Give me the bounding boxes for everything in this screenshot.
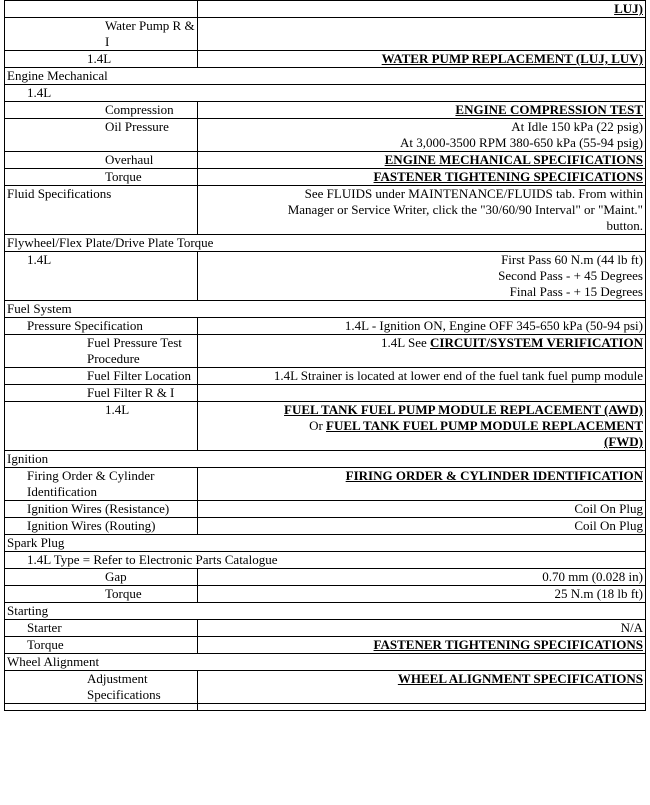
row-value-cell [198,671,646,704]
row-label: Adjustment Specifications [87,671,161,702]
row-label: Water Pump R & I [105,18,195,49]
table-row [5,603,646,620]
row-value-cell [198,620,646,637]
table-row [5,451,646,468]
value-text: 1.4L Strainer is located at lower end of the fuel tank fuel pump module [273,368,643,383]
value-line [200,202,643,218]
row-label-cell [5,169,198,186]
row-label: Pressure Specification [27,318,143,333]
spec-link[interactable]: CIRCUIT/SYSTEM VERIFICATION [430,335,643,350]
value-text: N/A [620,620,643,635]
value-line [200,102,643,118]
row-label-cell [5,569,198,586]
value-line [200,218,643,234]
row-label-cell [5,402,198,451]
row-label: Fuel Pressure Test Procedure [87,335,182,366]
value-text: Or [309,418,327,433]
value-line [200,335,643,351]
table-row [5,119,646,152]
value-text: Coil On Plug [574,501,643,516]
row-label: Flywheel/Flex Plate/Drive Plate Torque [7,235,214,250]
row-label-cell [5,102,198,119]
row-label-cell [5,335,198,368]
table-row [5,235,646,252]
row-label-cell [5,586,198,603]
row-label-cell [5,552,646,569]
table-row [5,620,646,637]
row-label-cell [5,518,198,535]
table-row [5,18,646,51]
value-line [200,620,643,636]
row-label-cell [5,51,198,68]
table-row [5,468,646,501]
spec-link[interactable]: ENGINE MECHANICAL SPECIFICATIONS [384,152,643,167]
table-row [5,51,646,68]
table-row [5,569,646,586]
row-value-cell [198,637,646,654]
row-label-cell [5,186,198,235]
row-label: Ignition Wires (Routing) [27,518,156,533]
table-row [5,586,646,603]
table-row [5,637,646,654]
row-label-cell [5,152,198,169]
row-label: Oil Pressure [105,119,169,134]
table-row [5,102,646,119]
row-value-cell [198,586,646,603]
value-line [200,268,643,284]
value-line [200,368,643,384]
value-text: First Pass 60 N.m (44 lb ft) [501,252,643,267]
value-line [200,152,643,168]
row-label-cell [5,704,198,711]
table-row [5,535,646,552]
row-label-cell [5,654,646,671]
value-line [200,569,643,585]
table-row [5,368,646,385]
table-row [5,152,646,169]
value-text: button. [606,218,643,233]
value-text: Final Pass - + 15 Degrees [509,284,643,299]
spec-link[interactable]: WATER PUMP REPLACEMENT (LUJ, LUV) [381,51,643,66]
table-row [5,186,646,235]
row-label: Starting [7,603,49,618]
row-label: Engine Mechanical [7,68,108,83]
row-label-cell [5,85,646,102]
value-text: Coil On Plug [574,518,643,533]
value-text: 0.70 mm (0.028 in) [542,569,643,584]
row-value-cell [198,252,646,301]
row-label-cell [5,235,646,252]
spec-link[interactable]: FUEL TANK FUEL PUMP MODULE REPLACEMENT [326,418,643,433]
value-line [200,51,643,67]
row-value-cell [198,402,646,451]
value-text: 25 N.m (18 lb ft) [554,586,643,601]
row-value-cell [198,518,646,535]
row-label: Ignition [7,451,49,466]
value-line [200,434,643,450]
row-label: Ignition Wires (Resistance) [27,501,170,516]
row-value-cell [198,1,646,18]
value-text: Second Pass - + 45 Degrees [498,268,643,283]
row-label: Fuel Filter Location [87,368,191,383]
row-label-cell [5,535,646,552]
table-row-continuation [5,704,646,711]
value-line [200,169,643,185]
row-value-cell [198,368,646,385]
row-label-cell [5,468,198,501]
table-row [5,252,646,301]
row-label: Overhaul [105,152,154,167]
row-label: 1.4L [105,402,130,417]
row-label-cell [5,1,198,18]
table-row [5,318,646,335]
spec-link[interactable]: WHEEL ALIGNMENT SPECIFICATIONS [397,671,643,686]
table-row [5,335,646,368]
row-label: Fuel System [7,301,72,316]
value-text: See FLUIDS under MAINTENANCE/FLUIDS tab. From within [304,186,643,201]
row-label: Fluid Specifications [7,186,112,201]
row-label-cell [5,451,646,468]
row-value-cell [198,569,646,586]
row-value-cell [198,335,646,368]
row-value-cell [198,102,646,119]
value-line [200,468,643,484]
table-row [5,501,646,518]
row-label-cell [5,385,198,402]
row-label: 1.4L [27,85,52,100]
table-row [5,68,646,85]
row-label: Wheel Alignment [7,654,100,669]
value-line [200,135,643,151]
row-label: Compression [105,102,174,117]
row-label: Gap [105,569,127,584]
value-line [200,318,643,334]
row-label: 1.4L Type = Refer to Electronic Parts Catalogue [27,552,278,567]
row-label: Fuel Filter R & I [87,385,175,400]
spec-link[interactable]: FASTENER TIGHTENING SPECIFICATIONS [373,169,643,184]
table-row [5,518,646,535]
row-label-cell [5,301,646,318]
spec-link[interactable]: FASTENER TIGHTENING SPECIFICATIONS [373,637,643,652]
row-label: Spark Plug [7,535,65,550]
value-line [200,1,643,17]
table-row [5,671,646,704]
spec-link[interactable]: LUJ) [614,1,643,16]
value-line [200,252,643,268]
row-label-cell [5,603,646,620]
row-label: Firing Order & Cylinder Identification [27,468,155,499]
value-line [200,418,643,434]
row-value-cell [198,18,646,51]
row-label-cell [5,620,198,637]
spec-link[interactable]: ENGINE COMPRESSION TEST [455,102,643,117]
row-value-cell [198,186,646,235]
specifications-table [4,0,646,711]
table-row [5,552,646,569]
value-line [200,119,643,135]
value-line [200,671,643,687]
row-value-cell [198,704,646,711]
value-line [200,586,643,602]
table-row [5,654,646,671]
specifications-table-body [5,1,646,711]
spec-link[interactable]: FUEL TANK FUEL PUMP MODULE REPLACEMENT (AWD) [284,402,643,417]
value-line [200,402,643,418]
value-text: 1.4L - Ignition ON, Engine OFF 345-650 kPa (50-94 psi) [344,318,643,333]
value-line [200,501,643,517]
row-label: Torque [27,637,64,652]
value-text: 1.4L See [381,335,431,350]
table-row [5,169,646,186]
row-label: Torque [105,586,142,601]
value-line [200,186,643,202]
table-row [5,85,646,102]
row-label-cell [5,119,198,152]
row-label: 1.4L [87,51,112,66]
value-line [200,518,643,534]
row-label-cell [5,252,198,301]
value-line [200,284,643,300]
row-value-cell [198,501,646,518]
spec-link[interactable]: (FWD) [604,434,643,449]
row-value-cell [198,152,646,169]
row-value-cell [198,385,646,402]
spec-link[interactable]: FIRING ORDER & CYLINDER IDENTIFICATION [345,468,643,483]
value-text: At 3,000-3500 RPM 380-650 kPa (55-94 psig) [399,135,643,150]
row-label: Torque [105,169,142,184]
table-row [5,402,646,451]
table-row [5,1,646,18]
row-label-cell [5,68,646,85]
row-value-cell [198,119,646,152]
row-label: Starter [27,620,62,635]
table-row [5,301,646,318]
table-row [5,385,646,402]
row-label-cell [5,671,198,704]
row-label: 1.4L [27,252,52,267]
row-value-cell [198,169,646,186]
row-value-cell [198,51,646,68]
value-text: Manager or Service Writer, click the "30/60/90 Interval" or "Maint." [287,202,643,217]
value-line [200,637,643,653]
row-value-cell [198,468,646,501]
value-text: At Idle 150 kPa (22 psig) [511,119,643,134]
row-label-cell [5,637,198,654]
row-value-cell [198,318,646,335]
row-label-cell [5,368,198,385]
row-label-cell [5,318,198,335]
row-label-cell [5,501,198,518]
row-label-cell [5,18,198,51]
